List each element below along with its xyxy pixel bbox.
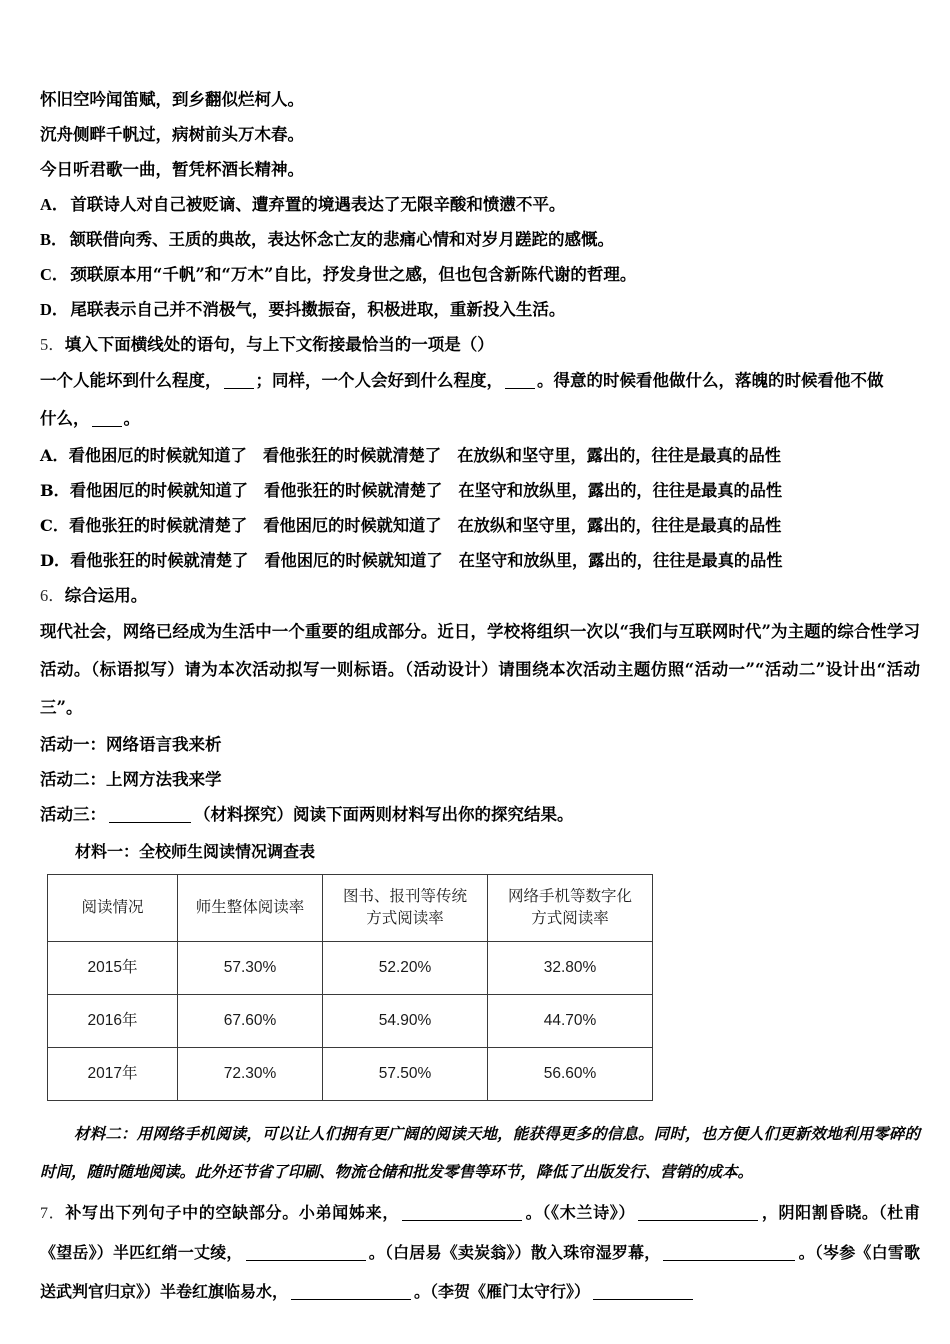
q7-blank-4[interactable]: [663, 1260, 795, 1261]
q4-option-a-label: A．: [40, 195, 69, 214]
q4-option-c: [40, 257, 920, 292]
table-cell-overall: 67.60%: [178, 995, 323, 1048]
q5-option-c-part3: 在放纵和坚守里，露出的，往往是最真的品性: [457, 516, 782, 535]
q6-activity-three-blank[interactable]: [109, 822, 191, 823]
q4-option-d-text: 尾联表示自己并不消极气，要抖擞振奋，积极进取，重新投入生活。: [70, 300, 566, 319]
q5-option-b-part1: 看他困厄的时候就知道了: [69, 481, 248, 500]
table-header-cell-3: 网络手机等数字化 方式阅读率: [488, 875, 653, 942]
table-row: [48, 1048, 653, 1101]
q5-passage-c: 。得意的时候看他做什么，落魄的时候看他不做: [537, 371, 884, 390]
q6-title: [40, 578, 920, 613]
q5-passage-b: ；同样，一个人会好到什么程度，: [255, 371, 503, 390]
table-cell-digital: 32.80%: [488, 942, 653, 995]
q7-block: [40, 1193, 920, 1311]
q6-activity-one: 活动一：网络语言我来析: [40, 735, 222, 754]
table-header-cell-0: 阅读情况: [48, 875, 178, 942]
q5-number: 5．: [40, 335, 65, 354]
q5-stem: [40, 327, 920, 362]
table-header-row: [48, 875, 653, 942]
q6-activity-two: 活动二：上网方法我来学: [40, 770, 222, 789]
table-row: [48, 942, 653, 995]
q6-activity-three: [40, 797, 920, 832]
q5-option-a: [40, 438, 920, 473]
q5-option-a-part1: 看他困厄的时候就知道了: [68, 446, 247, 465]
q5-passage-e: 。: [123, 409, 140, 428]
table-header-cell-1: 师生整体阅读率: [178, 875, 323, 942]
q4-option-a-text: 首联诗人对自己被贬谪、遭弃置的境遇表达了无限辛酸和愤懑不平。: [70, 195, 566, 214]
q7-seg1: 补写出下列句子中的空缺部分。小弟闻姊来，: [65, 1203, 399, 1222]
q5-option-d-label: D．: [40, 551, 71, 570]
table-cell-overall: 57.30%: [178, 942, 323, 995]
q5-blank-2[interactable]: [505, 388, 535, 389]
table-cell-overall: 72.30%: [178, 1048, 323, 1101]
q5-option-c-label: C．: [40, 516, 70, 535]
table-cell-year: 2017年: [48, 1048, 178, 1101]
page-content: [40, 82, 920, 1311]
q5-option-b: [40, 473, 920, 508]
q5-option-d-part3: 在坚守和放纵里，露出的，往往是最真的品性: [458, 551, 783, 570]
table-cell-digital: 56.60%: [488, 1048, 653, 1101]
q5-blank-3[interactable]: [92, 426, 122, 427]
q5-option-b-part3: 在坚守和放纵里，露出的，往往是最真的品性: [458, 481, 783, 500]
q7-seg6: 。（岑参《白雪歌送武判官归京》）半卷红旗临易水，: [40, 1243, 920, 1301]
q7-blank-2[interactable]: [638, 1220, 758, 1221]
q6-title-text: 综合运用。: [64, 586, 148, 605]
q7-seg4: 晓。（杜甫《望岳》）半匹红绡一丈绫，: [40, 1203, 920, 1262]
q5-option-a-label: A．: [40, 446, 69, 465]
q6-activity-three-prefix: 活动三：: [40, 805, 106, 824]
q5-option-a-part3: 在放纵和坚守里，露出的，往往是最真的品性: [457, 446, 781, 465]
q5-option-d-part1: 看他张狂的时候就清楚了: [70, 551, 249, 570]
q7-blank-5[interactable]: [291, 1299, 411, 1300]
table-header-cell-2: 图书、报刊等传统 方式阅读率: [323, 875, 488, 942]
q6-paragraph: 现代社会，网络已经成为生活中一个重要的组成部分。近日，学校将组织一次以“我们与互联网时代”为主题的综合性学习活动。（标语拟写）请为本次活动拟写一则标语。（活动设计）请围绕本次活动主题仿照“活动一”“活动二”设计出“活动三”。: [40, 622, 920, 717]
q4-option-b-text: 颔联借向秀、王质的典故，表达怀念亡友的悲痛心情和对岁月蹉跎的感慨。: [69, 230, 615, 249]
q5-option-c-part2: 看他困厄的时候就知道了: [263, 516, 442, 535]
q6-number: 6．: [40, 586, 65, 605]
q5-passage: [40, 362, 920, 438]
q4-option-b-label: B．: [40, 230, 68, 249]
q5-stem-text: 填入下面横线处的语句，与上下文衔接最恰当的一项是（）: [64, 335, 494, 354]
q4-option-c-text: 颈联原本用“千帆”和“万木”自比，抒发身世之感，但也包含新陈代谢的哲理。: [70, 265, 637, 284]
reading-survey-table: [47, 874, 653, 1101]
q6-activity-three-suffix: （材料探究）阅读下面两则材料写出你的探究结果。: [194, 805, 574, 824]
q5-option-a-part2: 看他张狂的时候就清楚了: [263, 446, 442, 465]
q5-passage-a: 一个人能坏到什么程度，: [40, 371, 222, 390]
q7-seg5: 。（白居易《卖炭翁》）散入珠帘湿罗幕，: [368, 1243, 661, 1262]
q5-option-c-part1: 看他张狂的时候就清楚了: [69, 516, 248, 535]
poem-line-3: 今日听君歌一曲，暂凭杯酒长精神。: [40, 160, 304, 179]
q5-option-b-label: B．: [40, 481, 70, 500]
q7-seg2: 。（《木兰诗》）: [525, 1203, 636, 1222]
q7-seg3: ，阴阳割昏: [761, 1203, 846, 1222]
q7-number: 7．: [40, 1205, 66, 1222]
q4-option-a: [40, 187, 920, 222]
q7-blank-3[interactable]: [246, 1260, 366, 1261]
table-cell-digital: 44.70%: [488, 995, 653, 1048]
poem-line-1: 怀旧空吟闻笛赋，到乡翻似烂柯人。: [40, 90, 304, 109]
q5-option-b-part2: 看他张狂的时候就清楚了: [264, 481, 443, 500]
q5-blank-1[interactable]: [224, 388, 254, 389]
material-two-paragraph: [40, 1115, 920, 1191]
material-one-title: 材料一：全校师生阅读情况调查表: [75, 842, 316, 861]
poem-line-2: 沉舟侧畔千帆过，病树前头万木春。: [40, 125, 304, 144]
q5-option-c: [40, 508, 920, 543]
table-row: [48, 995, 653, 1048]
q4-option-d: [40, 292, 920, 327]
q4-option-c-label: C．: [40, 265, 69, 284]
q7-seg7: 。（李贺《雁门太守行》）: [414, 1282, 591, 1301]
q7-blank-6[interactable]: [593, 1299, 693, 1300]
material-two-text: 材料二：用网络手机阅读，可以让人们拥有更广阔的阅读天地，能获得更多的信息。同时，也方便人们更新效地利用零碎的时间，随时随地阅读。此外还节省了印刷、物流仓储和批发零售等环节，降低了出版发行、营销的成本。: [40, 1124, 920, 1181]
q5-option-d: [40, 543, 920, 578]
q5-passage-d: 什么，: [40, 409, 90, 428]
table-cell-traditional: 52.20%: [323, 942, 488, 995]
table-cell-year: 2015年: [48, 942, 178, 995]
q4-option-d-label: D．: [40, 300, 69, 319]
table-cell-traditional: 57.50%: [323, 1048, 488, 1101]
q7-blank-1[interactable]: [402, 1220, 522, 1221]
q5-option-d-part2: 看他困厄的时候就知道了: [264, 551, 443, 570]
q4-option-b: [40, 222, 920, 257]
table-cell-year: 2016年: [48, 995, 178, 1048]
table-cell-traditional: 54.90%: [323, 995, 488, 1048]
